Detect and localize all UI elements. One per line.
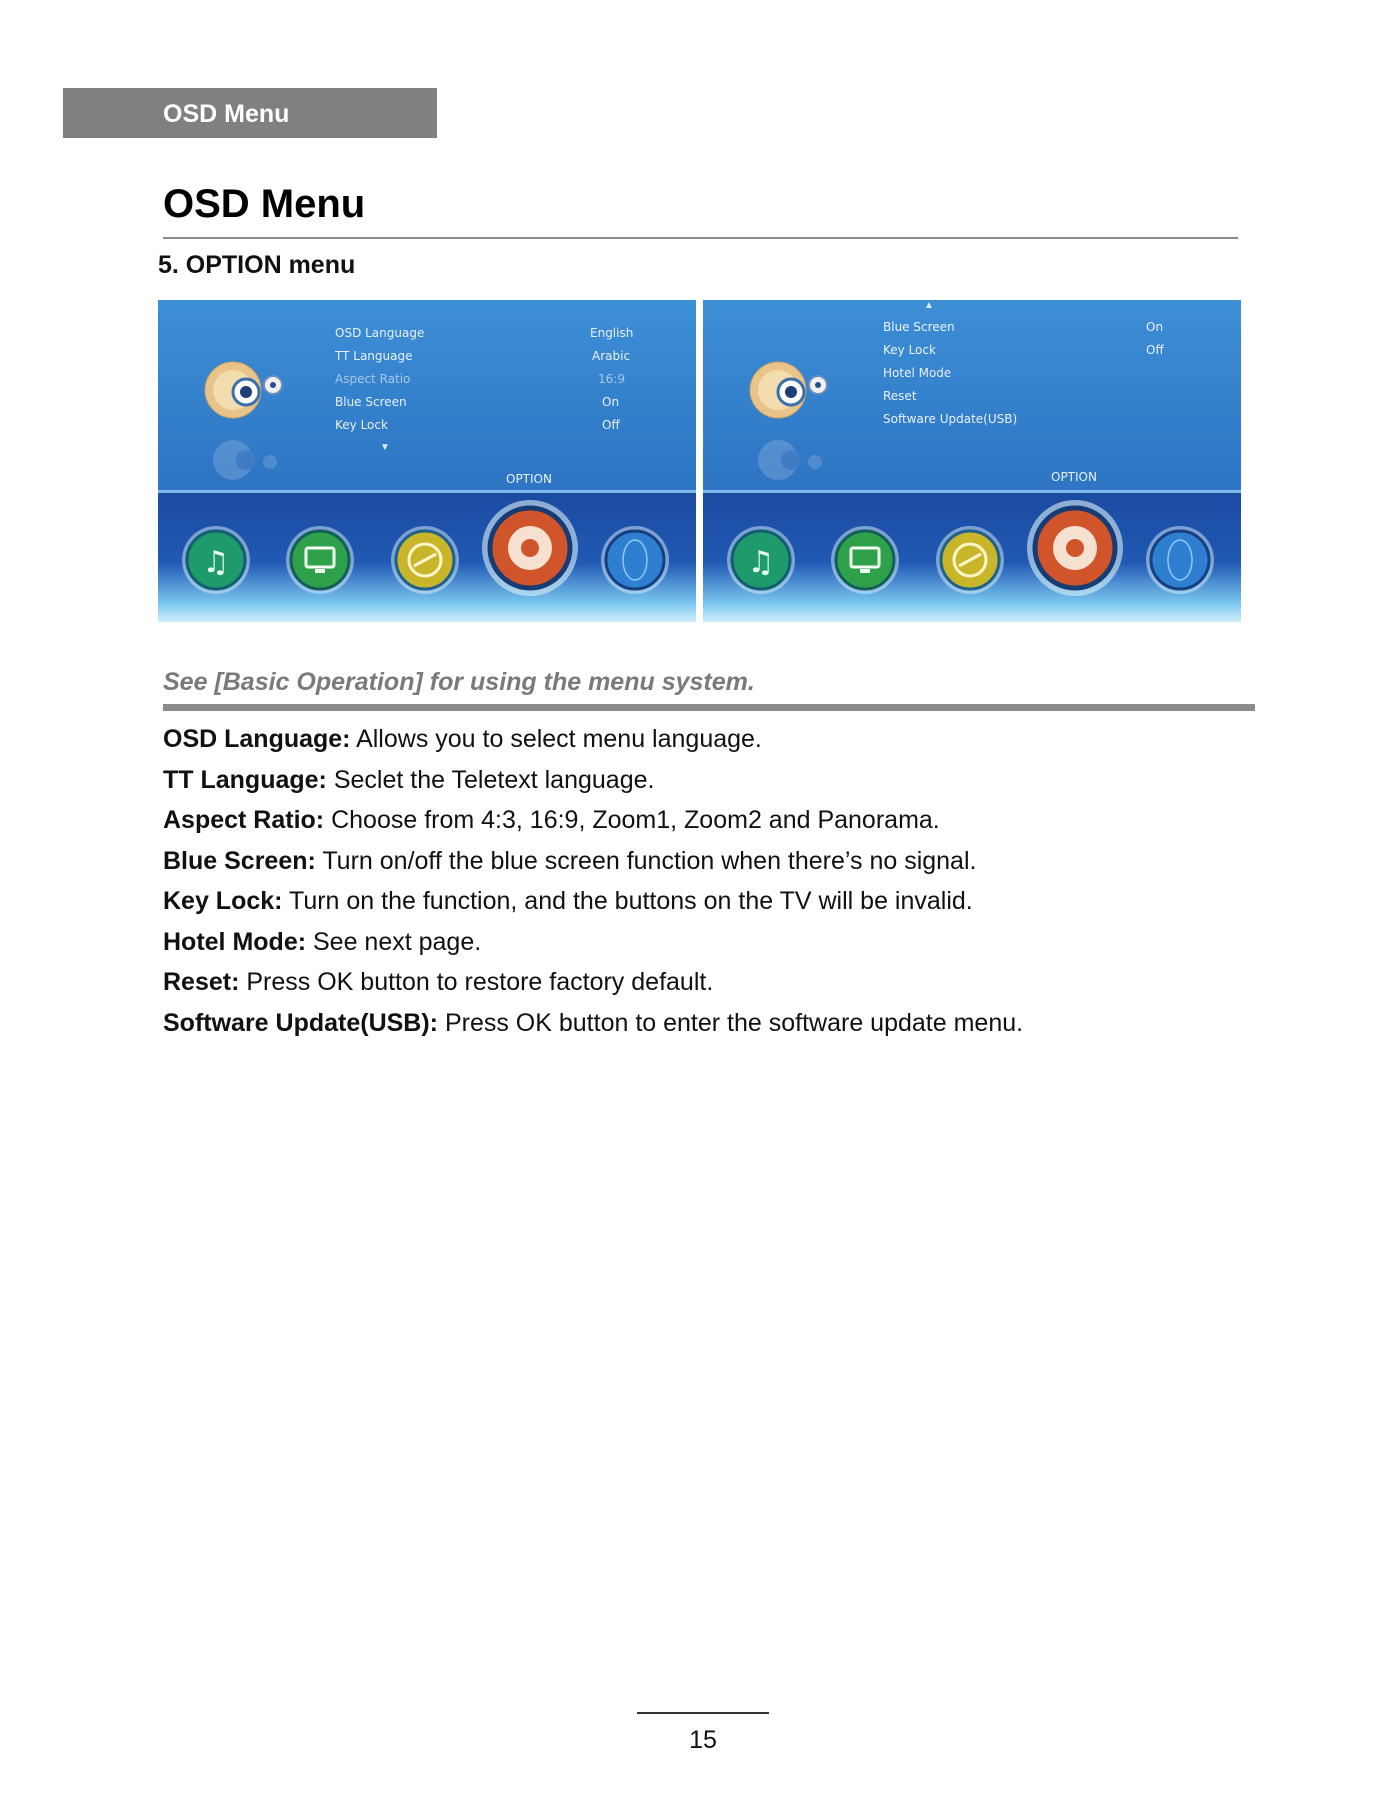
menu-item-hotel-mode: Hotel Mode bbox=[883, 366, 952, 380]
description-item bbox=[163, 724, 1263, 765]
description-term: Hotel Mode: bbox=[163, 927, 307, 956]
description-text: Press OK button to enter the software update menu. bbox=[438, 1008, 1024, 1037]
page-title: OSD Menu bbox=[163, 182, 366, 226]
menu-item-osd-language: OSD Language bbox=[335, 326, 425, 340]
description-item bbox=[163, 927, 1263, 968]
description-text: Choose from 4:3, 16:9, Zoom1, Zoom2 and Panorama. bbox=[324, 806, 940, 834]
menu-value-key-lock: Off bbox=[602, 418, 620, 432]
svg-text:♫: ♫ bbox=[202, 545, 230, 580]
settings-gears-icon bbox=[733, 350, 843, 485]
description-item bbox=[163, 805, 1263, 846]
settings-gears-icon bbox=[188, 350, 298, 485]
menu-value-blue-screen: On bbox=[602, 395, 620, 409]
description-text: See next page. bbox=[306, 927, 482, 956]
menu-item-blue-screen: Blue Screen bbox=[883, 320, 955, 334]
clock-icon bbox=[391, 526, 459, 594]
description-text: Turn on/off the blue screen function when there’s no signal. bbox=[315, 846, 977, 875]
globe-icon bbox=[601, 526, 669, 594]
option-descriptions bbox=[163, 724, 1263, 1048]
menu-item-key-lock: Key Lock bbox=[883, 343, 936, 357]
music-icon bbox=[182, 526, 250, 594]
menu-item-key-lock: Key Lock bbox=[335, 418, 388, 432]
page-number: 15 bbox=[689, 1726, 717, 1754]
description-term: OSD Language: bbox=[163, 725, 351, 753]
menu-category-label: OPTION bbox=[506, 472, 552, 486]
description-item bbox=[163, 846, 1263, 887]
menu-value-blue-screen: On bbox=[1146, 320, 1164, 334]
description-item bbox=[163, 1008, 1263, 1049]
header-tab-label: OSD Menu bbox=[163, 100, 290, 128]
menu-icon-row bbox=[703, 490, 1241, 622]
description-text: Allows you to select menu language. bbox=[350, 725, 762, 753]
option-menu-screen-2 bbox=[703, 300, 1241, 622]
description-item bbox=[163, 967, 1263, 1008]
menu-item-software-update: Software Update(USB) bbox=[883, 412, 1018, 426]
option-gear-icon bbox=[482, 500, 578, 596]
description-term: Aspect Ratio: bbox=[163, 806, 325, 834]
globe-icon bbox=[1146, 526, 1214, 594]
note-divider bbox=[163, 704, 1255, 711]
music-icon bbox=[727, 526, 795, 594]
menu-value-tt-language: Arabic bbox=[592, 349, 631, 363]
title-divider bbox=[163, 237, 1238, 239]
svg-text:♫: ♫ bbox=[747, 545, 775, 580]
menu-item-blue-screen: Blue Screen bbox=[335, 395, 407, 409]
menu-item-reset: Reset bbox=[883, 389, 917, 403]
menu-icon-row bbox=[158, 490, 696, 622]
option-menu-screen-1 bbox=[158, 300, 696, 622]
description-text: Turn on the function, and the buttons on the TV will be invalid. bbox=[282, 887, 973, 915]
osd-screenshots bbox=[158, 300, 1240, 622]
description-term: Blue Screen: bbox=[163, 846, 316, 875]
description-term: Software Update(USB): bbox=[163, 1008, 439, 1037]
description-item bbox=[163, 886, 1263, 927]
menu-item-aspect-ratio: Aspect Ratio bbox=[335, 372, 411, 386]
scroll-up-arrow-icon: ▲ bbox=[924, 300, 934, 311]
scroll-down-arrow-icon: ▼ bbox=[380, 442, 390, 453]
description-text: Press OK button to restore factory default. bbox=[239, 968, 714, 996]
footer-divider bbox=[637, 1712, 769, 1714]
menu-value-key-lock: Off bbox=[1146, 343, 1164, 357]
description-item bbox=[163, 765, 1263, 806]
menu-item-tt-language: TT Language bbox=[335, 349, 413, 363]
menu-category-label: OPTION bbox=[1051, 470, 1097, 484]
section-heading: 5. OPTION menu bbox=[158, 251, 356, 279]
menu-value-osd-language: English bbox=[590, 326, 634, 340]
description-term: Key Lock: bbox=[163, 887, 283, 915]
description-term: Reset: bbox=[163, 968, 240, 996]
menu-value-aspect-ratio: 16:9 bbox=[598, 372, 625, 386]
tv-picture-icon bbox=[286, 526, 354, 594]
description-text: Seclet the Teletext language. bbox=[326, 765, 655, 794]
basic-operation-note: See [Basic Operation] for using the menu system. bbox=[163, 668, 755, 696]
option-gear-icon bbox=[1027, 500, 1123, 596]
clock-icon bbox=[936, 526, 1004, 594]
tv-picture-icon bbox=[831, 526, 899, 594]
description-term: TT Language: bbox=[163, 765, 327, 794]
header-tab bbox=[63, 88, 437, 138]
